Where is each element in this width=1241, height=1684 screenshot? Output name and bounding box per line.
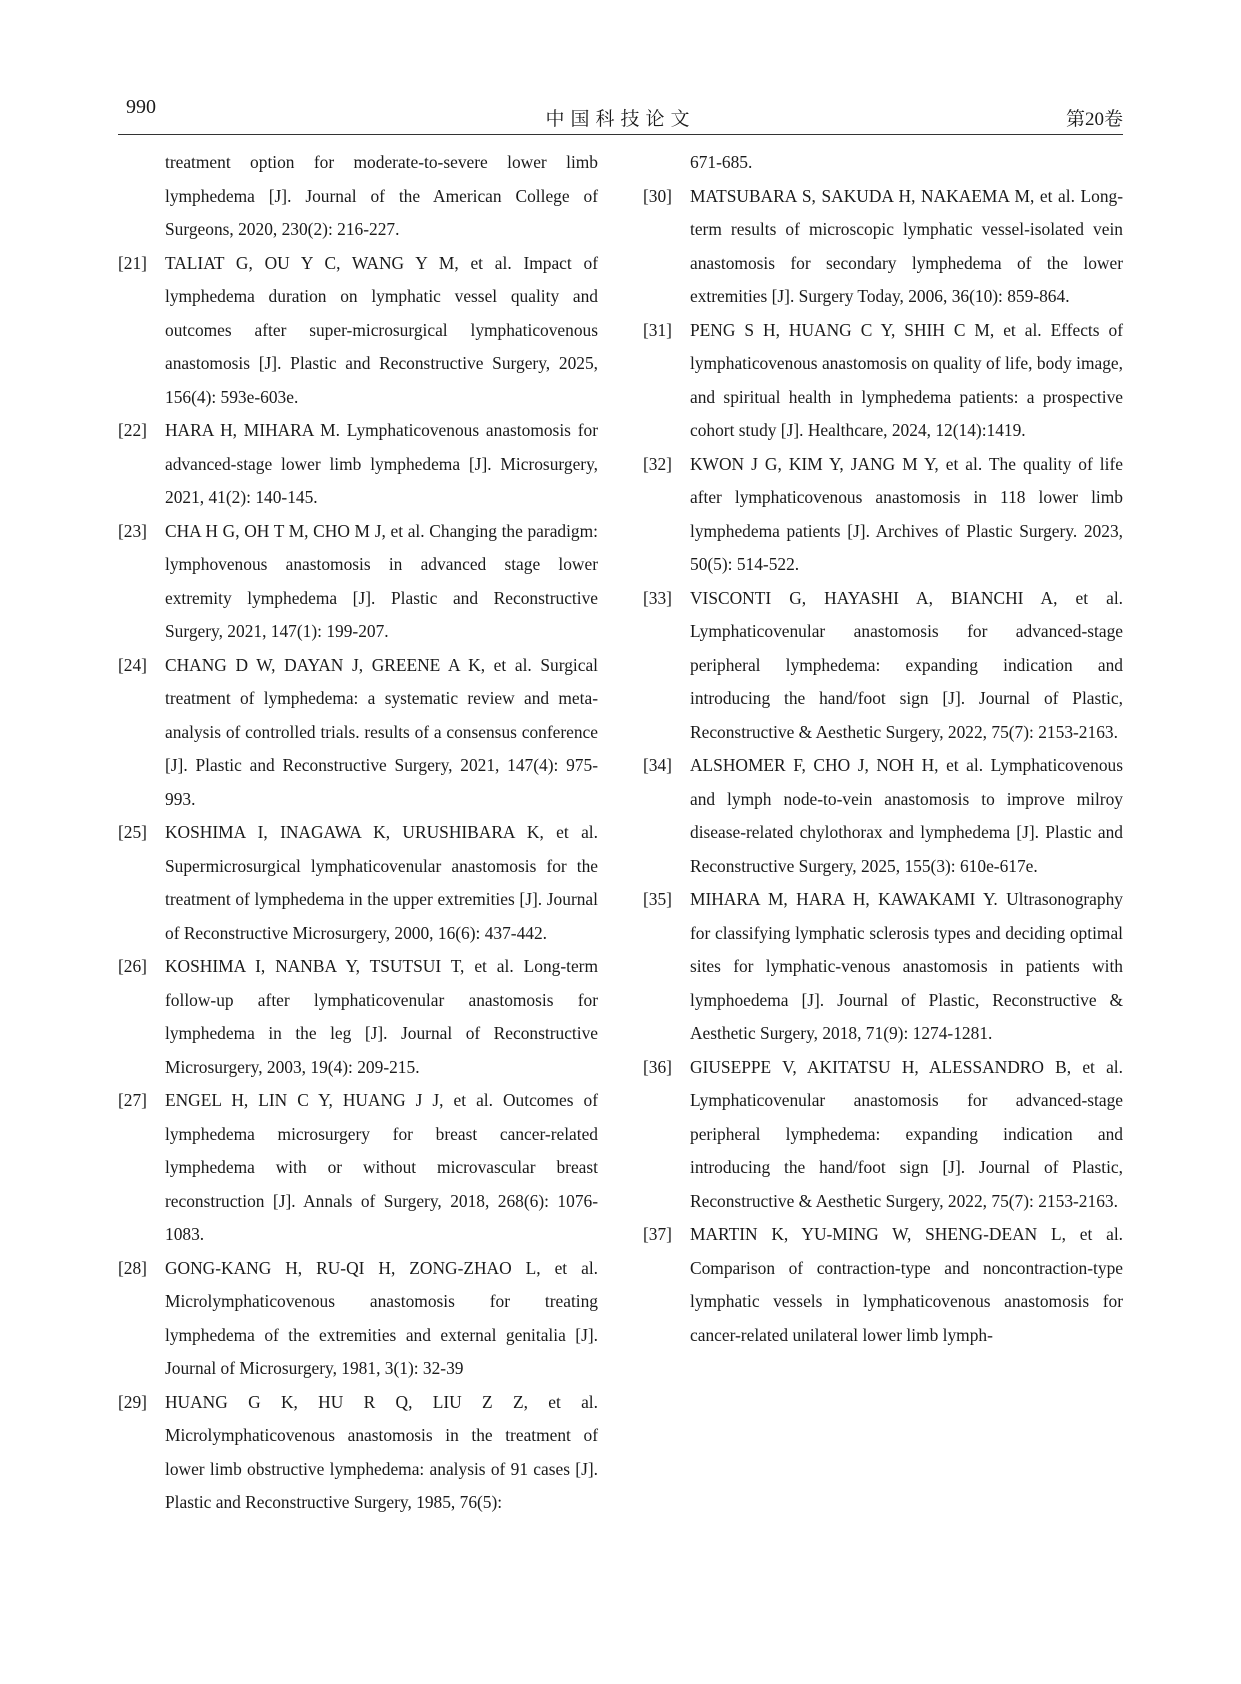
- reference-text: MATSUBARA S, SAKUDA H, NAKAEMA M, et al. Long-term results of microscopic lymphatic vessel-isolated vein anastomosis for secondary lymphedema of the lower extremities [J]. Surgery Today, 2006, 36(10): 859-864.: [690, 185, 1123, 306]
- reference-32: [643, 448, 1123, 582]
- reference-text: ALSHOMER F, CHO J, NOH H, et al. Lymphaticovenous and lymph node-to-vein anastomosis to improve milroy disease-related chylothorax and lymphedema [J]. Plastic and Reconstructive Surgery, 2025, 155(3): 610e-617e.: [690, 755, 1123, 876]
- reference-23: [118, 515, 598, 649]
- reference-text: treatment option for moderate-to-severe lower limb lymphedema [J]. Journal of the American College of Surgeons, 2020, 230(2): 216-227.: [165, 152, 598, 239]
- volume-label: 第20卷: [1065, 109, 1123, 130]
- reference-text: ENGEL H, LIN C Y, HUANG J J, et al. Outcomes of lymphedema microsurgery for breast cancer-related lymphedema with or without microvascular breast reconstruction [J]. Annals of Surgery, 2018, 268(6): 1076-1083.: [165, 1090, 598, 1244]
- reference-text: TALIAT G, OU Y C, WANG Y M, et al. Impact of lymphedema duration on lymphatic vessel quality and outcomes after super-microsurgical lymphaticovenous anastomosis [J]. Plastic and Reconstructive Surgery, 2025, 156(4): 593e-603e.: [165, 252, 598, 407]
- reference-31: [643, 314, 1123, 448]
- reference-number: [32]: [643, 453, 672, 474]
- reference-text: CHA H G, OH T M, CHO M J, et al. Changing the paradigm: lymphovenous anastomosis in advanced stage lower extremity lymphedema [J]. Plastic and Reconstructive Surgery, 2021, 147(1): 199-207.: [165, 520, 598, 641]
- reference-33: [643, 582, 1123, 750]
- reference-number: [34]: [643, 755, 672, 775]
- reference-number: [36]: [643, 1056, 672, 1077]
- reference-number: [31]: [643, 319, 672, 340]
- reference-number: [29]: [118, 1391, 147, 1412]
- reference-number: [22]: [118, 420, 147, 440]
- page-header: [118, 94, 1123, 135]
- reference-29: [118, 1386, 598, 1520]
- reference-30: [643, 180, 1123, 314]
- reference-number: [21]: [118, 252, 147, 273]
- reference-34: [643, 749, 1123, 883]
- reference-text: CHANG D W, DAYAN J, GREENE A K, et al. Surgical treatment of lymphedema: a systematic review and meta-analysis of controlled trials. results of a consensus conference [J]. Plastic and Reconstructive Surgery, 2021, 147(4): 975-993.: [165, 654, 598, 809]
- reference-text: HARA H, MIHARA M. Lymphaticovenous anastomosis for advanced-stage lower limb lymphedema [J]. Microsurgery, 2021, 41(2): 140-145.: [165, 420, 598, 507]
- reference-25: [118, 816, 598, 950]
- reference-number: [25]: [118, 822, 147, 842]
- reference-35: [643, 883, 1123, 1051]
- reference-21: [118, 247, 598, 415]
- journal-title: 中国科技论文: [545, 109, 696, 130]
- reference-text: KWON J G, KIM Y, JANG M Y, et al. The quality of life after lymphaticovenous anastomosis in 118 lower limb lymphedema patients [J]. Archives of Plastic Surgery. 2023, 50(5): 514-522.: [690, 453, 1123, 574]
- reference-number: [24]: [118, 654, 147, 675]
- reference-28: [118, 1252, 598, 1386]
- reference-24: [118, 649, 598, 817]
- reference-text: HUANG G K, HU R Q, LIU Z Z, et al. Microlymphaticovenous anastomosis in the treatment of lower limb obstructive lymphedema: analysis of 91 cases [J]. Plastic and Reconstructive Surgery, 1985, 76(5):: [165, 1391, 598, 1512]
- page-number: 990: [126, 96, 156, 118]
- reference-text: GONG-KANG H, RU-QI H, ZONG-ZHAO L, et al. Microlymphaticovenous anastomosis for treating lymphedema of the extremities and external genitalia [J]. Journal of Microsurgery, 1981, 3(1): 32-39: [165, 1257, 598, 1378]
- reference-number: [27]: [118, 1090, 147, 1110]
- reference-number: [23]: [118, 520, 147, 541]
- reference-36: [643, 1051, 1123, 1219]
- references-right-column: [643, 146, 1123, 1352]
- reference-text: KOSHIMA I, INAGAWA K, URUSHIBARA K, et al. Supermicrosurgical lymphaticovenular anastomosis for the treatment of lymphedema in the upper extremities [J]. Journal of Reconstructive Microsurgery, 2000, 16(6): 437-442.: [165, 822, 598, 943]
- reference-number: [30]: [643, 185, 672, 206]
- reference-text: GIUSEPPE V, AKITATSU H, ALESSANDRO B, et al. Lymphaticovenular anastomosis for advanced-stage peripheral lymphedema: expanding indication and introducing the hand/foot sign [J]. Journal of Plastic, Reconstructive & Aesthetic Surgery, 2022, 75(7): 2153-2163.: [690, 1056, 1123, 1211]
- reference-26: [118, 950, 598, 1084]
- reference-number: [37]: [643, 1224, 672, 1244]
- reference-continuation: [118, 146, 598, 247]
- reference-number: [35]: [643, 889, 672, 909]
- reference-continuation: [643, 146, 1123, 180]
- reference-number: [33]: [643, 587, 672, 608]
- reference-37: [643, 1218, 1123, 1352]
- reference-text: MARTIN K, YU-MING W, SHENG-DEAN L, et al. Comparison of contraction-type and noncontraction-type lymphatic vessels in lymphaticovenous anastomosis for cancer-related unilateral lower limb lymph-: [690, 1224, 1123, 1345]
- reference-number: [28]: [118, 1257, 147, 1278]
- reference-22: [118, 414, 598, 515]
- reference-text: VISCONTI G, HAYASHI A, BIANCHI A, et al. Lymphaticovenular anastomosis for advanced-stage peripheral lymphedema: expanding indication and introducing the hand/foot sign [J]. Journal of Plastic, Reconstructive & Aesthetic Surgery, 2022, 75(7): 2153-2163.: [690, 587, 1123, 742]
- references-left-column: [118, 146, 598, 1520]
- reference-27: [118, 1084, 598, 1252]
- reference-text: PENG S H, HUANG C Y, SHIH C M, et al. Effects of lymphaticovenous anastomosis on quality of life, body image, and spiritual health in lymphedema patients: a prospective cohort study [J]. Healthcare, 2024, 12(14):1419.: [690, 319, 1123, 440]
- reference-text: KOSHIMA I, NANBA Y, TSUTSUI T, et al. Long-term follow-up after lymphaticovenular anastomosis for lymphedema in the leg [J]. Journal of Reconstructive Microsurgery, 2003, 19(4): 209-215.: [165, 956, 598, 1077]
- reference-text: MIHARA M, HARA H, KAWAKAMI Y. Ultrasonography for classifying lymphatic sclerosis types and deciding optimal sites for lymphatic-venous anastomosis in patients with lymphoedema [J]. Journal of Plastic, Reconstructive & Aesthetic Surgery, 2018, 71(9): 1274-1281.: [690, 889, 1123, 1043]
- reference-number: [26]: [118, 956, 147, 976]
- reference-text: 671-685.: [690, 152, 753, 172]
